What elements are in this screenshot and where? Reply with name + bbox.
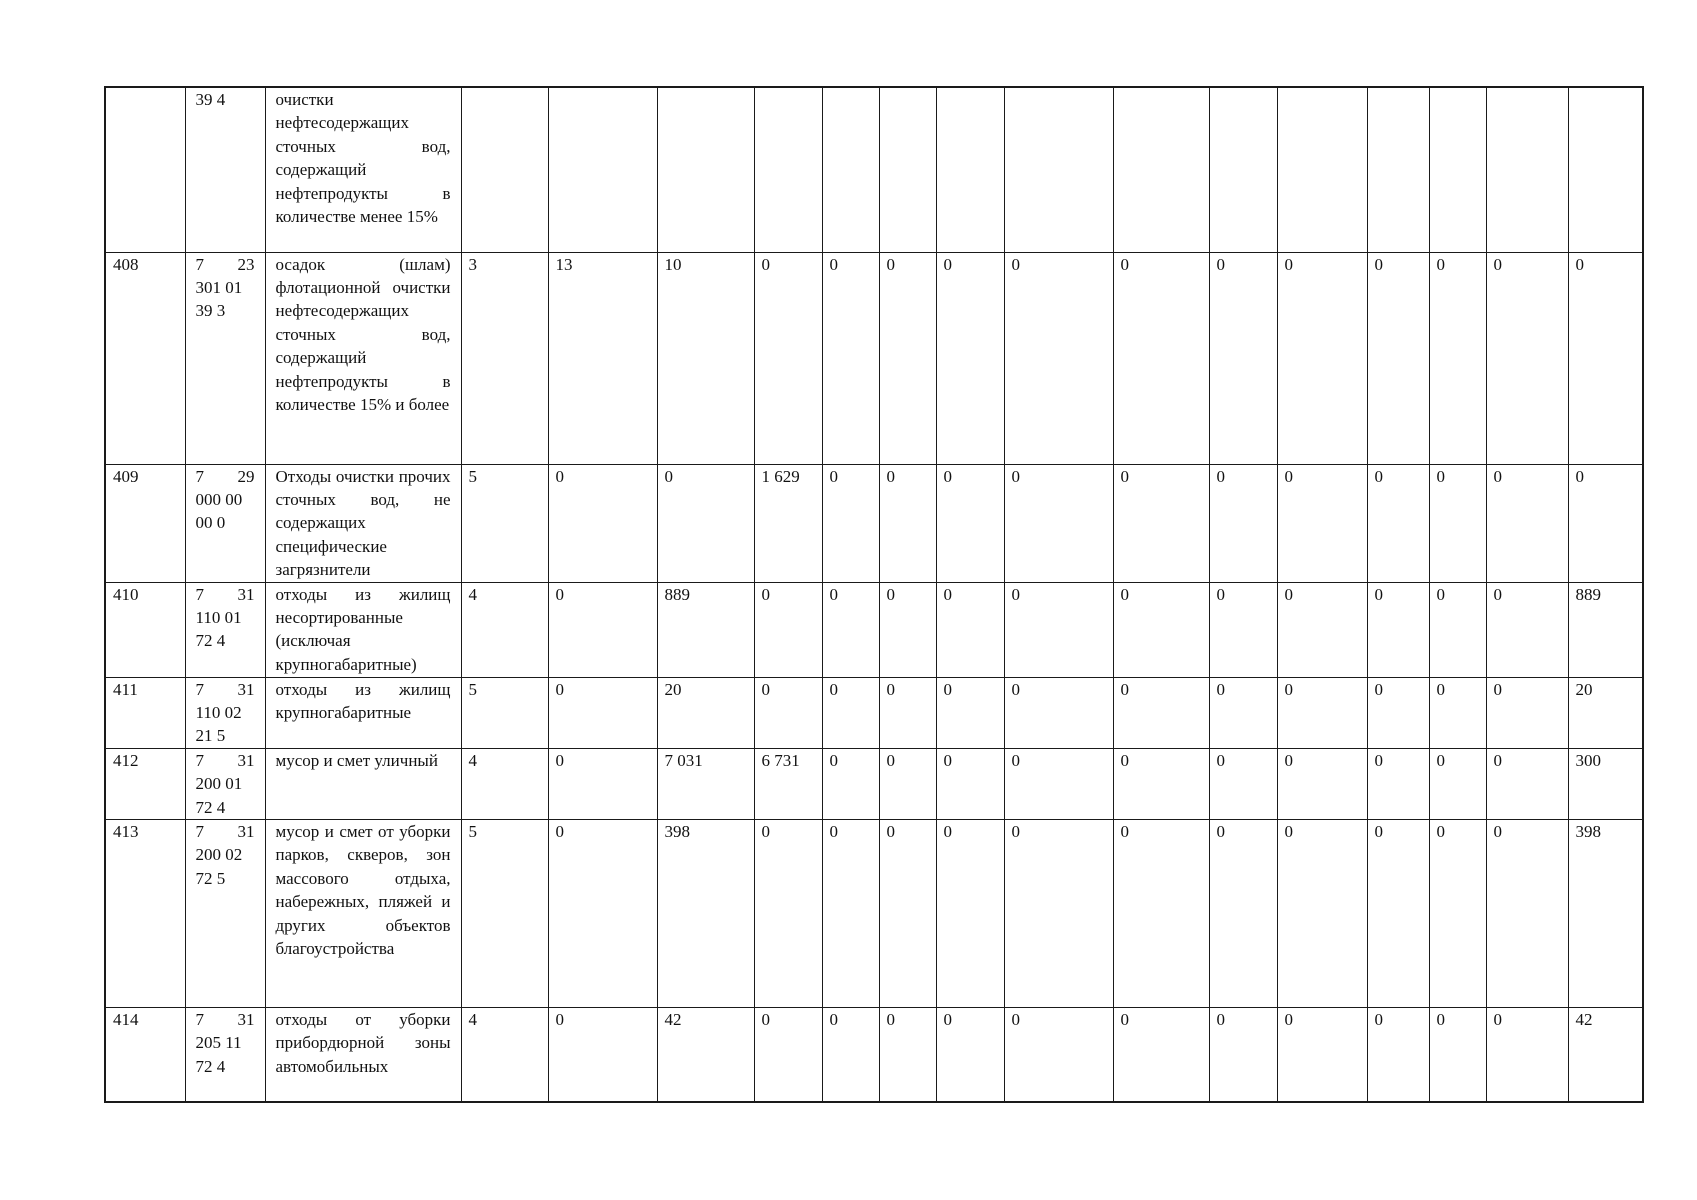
value-cell: 7 031	[657, 748, 754, 819]
value-cell: 0	[936, 252, 1004, 464]
waste-code-line: 000 00	[195, 489, 243, 509]
waste-code-line: 110 02	[195, 702, 242, 722]
waste-description-cell: Отходы очистки прочих сточных вод, не содержащих специфические загрязнители	[265, 464, 461, 582]
value-cell: 0	[879, 582, 936, 677]
value-cell	[1004, 87, 1113, 252]
value-cell	[754, 87, 822, 252]
waste-code-cell	[185, 1007, 265, 1102]
value-cell	[1568, 87, 1643, 252]
value-cell: 0	[1429, 464, 1486, 582]
value-cell: 5	[461, 464, 548, 582]
value-cell: 0	[1004, 582, 1113, 677]
value-cell: 0	[1568, 464, 1643, 582]
value-cell: 0	[936, 748, 1004, 819]
waste-code-line: 7 31	[195, 584, 255, 604]
value-cell: 0	[1486, 464, 1568, 582]
value-cell: 0	[936, 582, 1004, 677]
value-cell: 0	[1277, 252, 1367, 464]
value-cell: 0	[754, 677, 822, 748]
value-cell: 0	[1004, 252, 1113, 464]
value-cell	[461, 87, 548, 252]
value-cell: 0	[548, 677, 657, 748]
value-cell: 0	[1209, 819, 1277, 1007]
value-cell: 0	[1429, 582, 1486, 677]
value-cell: 0	[1486, 677, 1568, 748]
value-cell: 0	[1277, 464, 1367, 582]
value-cell: 0	[822, 252, 879, 464]
waste-description-cell: мусор и смет уличный	[265, 748, 461, 819]
value-cell: 0	[1113, 464, 1209, 582]
value-cell: 20	[1568, 677, 1643, 748]
waste-code-line: 110 01	[195, 607, 242, 627]
value-cell: 0	[1486, 819, 1568, 1007]
value-cell: 398	[1568, 819, 1643, 1007]
value-cell: 0	[548, 748, 657, 819]
waste-code-cell	[185, 819, 265, 1007]
value-cell: 0	[1277, 819, 1367, 1007]
row-number-cell: 411	[105, 677, 185, 748]
value-cell: 0	[822, 582, 879, 677]
value-cell: 0	[1209, 748, 1277, 819]
value-cell: 4	[461, 748, 548, 819]
value-cell: 0	[822, 819, 879, 1007]
waste-code-line: 200 02	[195, 845, 243, 865]
waste-code-line: 7 23	[195, 254, 255, 274]
waste-code-line: 301 01	[195, 277, 243, 297]
waste-code-line: 205 11	[195, 1033, 242, 1053]
value-cell: 0	[1367, 464, 1429, 582]
waste-data-table	[104, 86, 1644, 1103]
waste-code-cell	[185, 464, 265, 582]
waste-code-line: 7 31	[195, 679, 255, 699]
row-number-cell: 414	[105, 1007, 185, 1102]
waste-code-line: 72 5	[195, 868, 226, 888]
value-cell: 0	[1004, 464, 1113, 582]
value-cell: 0	[1277, 748, 1367, 819]
value-cell: 0	[1429, 748, 1486, 819]
value-cell: 0	[1113, 819, 1209, 1007]
value-cell	[657, 87, 754, 252]
value-cell: 889	[657, 582, 754, 677]
value-cell: 0	[1486, 582, 1568, 677]
value-cell: 5	[461, 677, 548, 748]
row-number-cell: 408	[105, 252, 185, 464]
waste-description-cell: мусор и смет от уборки парков, скверов, зон массового отдыха, набережных, пляжей и других объектов благоустройства	[265, 819, 461, 1007]
value-cell: 0	[548, 819, 657, 1007]
value-cell: 0	[1568, 252, 1643, 464]
value-cell: 0	[1113, 748, 1209, 819]
table-row	[105, 1007, 1643, 1102]
value-cell: 0	[1277, 1007, 1367, 1102]
waste-code-line: 72 4	[195, 1056, 226, 1076]
value-cell: 1 629	[754, 464, 822, 582]
value-cell: 0	[754, 582, 822, 677]
value-cell: 0	[1429, 252, 1486, 464]
value-cell: 0	[1209, 464, 1277, 582]
value-cell: 0	[822, 748, 879, 819]
value-cell: 0	[879, 464, 936, 582]
row-number-cell: 412	[105, 748, 185, 819]
value-cell: 0	[936, 677, 1004, 748]
value-cell: 0	[754, 252, 822, 464]
value-cell: 0	[1113, 582, 1209, 677]
value-cell: 0	[1209, 677, 1277, 748]
table-row	[105, 252, 1643, 464]
value-cell: 13	[548, 252, 657, 464]
waste-code-cell	[185, 677, 265, 748]
waste-code-cell	[185, 748, 265, 819]
value-cell: 20	[657, 677, 754, 748]
value-cell: 0	[1367, 1007, 1429, 1102]
value-cell: 0	[754, 1007, 822, 1102]
value-cell: 0	[879, 819, 936, 1007]
table-row	[105, 464, 1643, 582]
value-cell: 0	[822, 1007, 879, 1102]
value-cell: 0	[879, 677, 936, 748]
value-cell: 3	[461, 252, 548, 464]
waste-description-cell: отходы из жилищ крупногабаритные	[265, 677, 461, 748]
value-cell: 0	[936, 1007, 1004, 1102]
value-cell: 0	[548, 1007, 657, 1102]
value-cell: 0	[1367, 819, 1429, 1007]
value-cell: 6 731	[754, 748, 822, 819]
value-cell: 0	[1004, 1007, 1113, 1102]
value-cell: 0	[1004, 677, 1113, 748]
value-cell: 0	[1113, 1007, 1209, 1102]
value-cell	[1209, 87, 1277, 252]
value-cell	[1367, 87, 1429, 252]
value-cell: 0	[1367, 582, 1429, 677]
value-cell: 0	[879, 748, 936, 819]
waste-code-line: 72 4	[195, 631, 226, 651]
value-cell: 0	[548, 464, 657, 582]
row-number-cell: 409	[105, 464, 185, 582]
value-cell: 0	[1209, 582, 1277, 677]
waste-code-cell	[185, 582, 265, 677]
value-cell: 0	[1429, 677, 1486, 748]
value-cell: 0	[548, 582, 657, 677]
table-row	[105, 819, 1643, 1007]
value-cell: 4	[461, 582, 548, 677]
value-cell: 42	[657, 1007, 754, 1102]
value-cell	[879, 87, 936, 252]
table-row	[105, 87, 1643, 252]
value-cell: 0	[1486, 748, 1568, 819]
value-cell	[822, 87, 879, 252]
value-cell: 0	[657, 464, 754, 582]
value-cell	[1486, 87, 1568, 252]
waste-description-cell: отходы от уборки прибордюрной зоны автомобильных	[265, 1007, 461, 1102]
waste-code-line: 7 29	[195, 466, 255, 486]
row-number-cell: 410	[105, 582, 185, 677]
table-row	[105, 582, 1643, 677]
value-cell: 0	[1209, 1007, 1277, 1102]
value-cell: 0	[879, 252, 936, 464]
value-cell: 0	[879, 1007, 936, 1102]
waste-code-line: 7 31	[195, 750, 255, 770]
row-number-cell	[105, 87, 185, 252]
value-cell: 0	[1113, 677, 1209, 748]
value-cell: 0	[1004, 819, 1113, 1007]
value-cell: 0	[1004, 748, 1113, 819]
value-cell: 0	[754, 819, 822, 1007]
value-cell: 0	[936, 819, 1004, 1007]
waste-code-line: 7 31	[195, 821, 255, 841]
value-cell: 0	[1113, 252, 1209, 464]
value-cell: 0	[1367, 252, 1429, 464]
value-cell: 889	[1568, 582, 1643, 677]
value-cell: 5	[461, 819, 548, 1007]
waste-code-line: 200 01	[195, 774, 243, 794]
waste-description-cell: отходы из жилищ несортированные (исключая крупногабаритные)	[265, 582, 461, 677]
table-row	[105, 748, 1643, 819]
waste-code-line: 72 4	[195, 797, 226, 817]
value-cell: 0	[1277, 582, 1367, 677]
value-cell: 0	[1429, 1007, 1486, 1102]
value-cell	[548, 87, 657, 252]
value-cell: 0	[1367, 748, 1429, 819]
waste-code-line: 39 4	[195, 90, 226, 109]
value-cell: 10	[657, 252, 754, 464]
value-cell: 0	[1486, 252, 1568, 464]
waste-description-cell: осадок (шлам) флотационной очистки нефтесодержащих сточных вод, содержащий нефтепродукты в количестве 15% и более	[265, 252, 461, 464]
waste-code-line: 7 31	[195, 1009, 255, 1029]
value-cell: 0	[1486, 1007, 1568, 1102]
waste-description-cell: очистки нефтесодержащих сточных вод, содержащий нефтепродукты в количестве менее 15%	[265, 87, 461, 252]
value-cell: 0	[822, 464, 879, 582]
value-cell: 0	[1209, 252, 1277, 464]
value-cell: 0	[1367, 677, 1429, 748]
value-cell	[1429, 87, 1486, 252]
value-cell	[936, 87, 1004, 252]
waste-code-line: 21 5	[195, 726, 226, 746]
value-cell	[1277, 87, 1367, 252]
table-row	[105, 677, 1643, 748]
value-cell: 0	[1429, 819, 1486, 1007]
value-cell: 42	[1568, 1007, 1643, 1102]
value-cell: 300	[1568, 748, 1643, 819]
waste-code-cell	[185, 252, 265, 464]
value-cell: 4	[461, 1007, 548, 1102]
value-cell	[1113, 87, 1209, 252]
value-cell: 398	[657, 819, 754, 1007]
table-body	[105, 87, 1643, 1102]
value-cell: 0	[936, 464, 1004, 582]
waste-code-line: 39 3	[195, 301, 226, 321]
waste-code-line: 00 0	[195, 513, 226, 533]
value-cell: 0	[1277, 677, 1367, 748]
waste-code-cell	[185, 87, 265, 252]
row-number-cell: 413	[105, 819, 185, 1007]
value-cell: 0	[822, 677, 879, 748]
